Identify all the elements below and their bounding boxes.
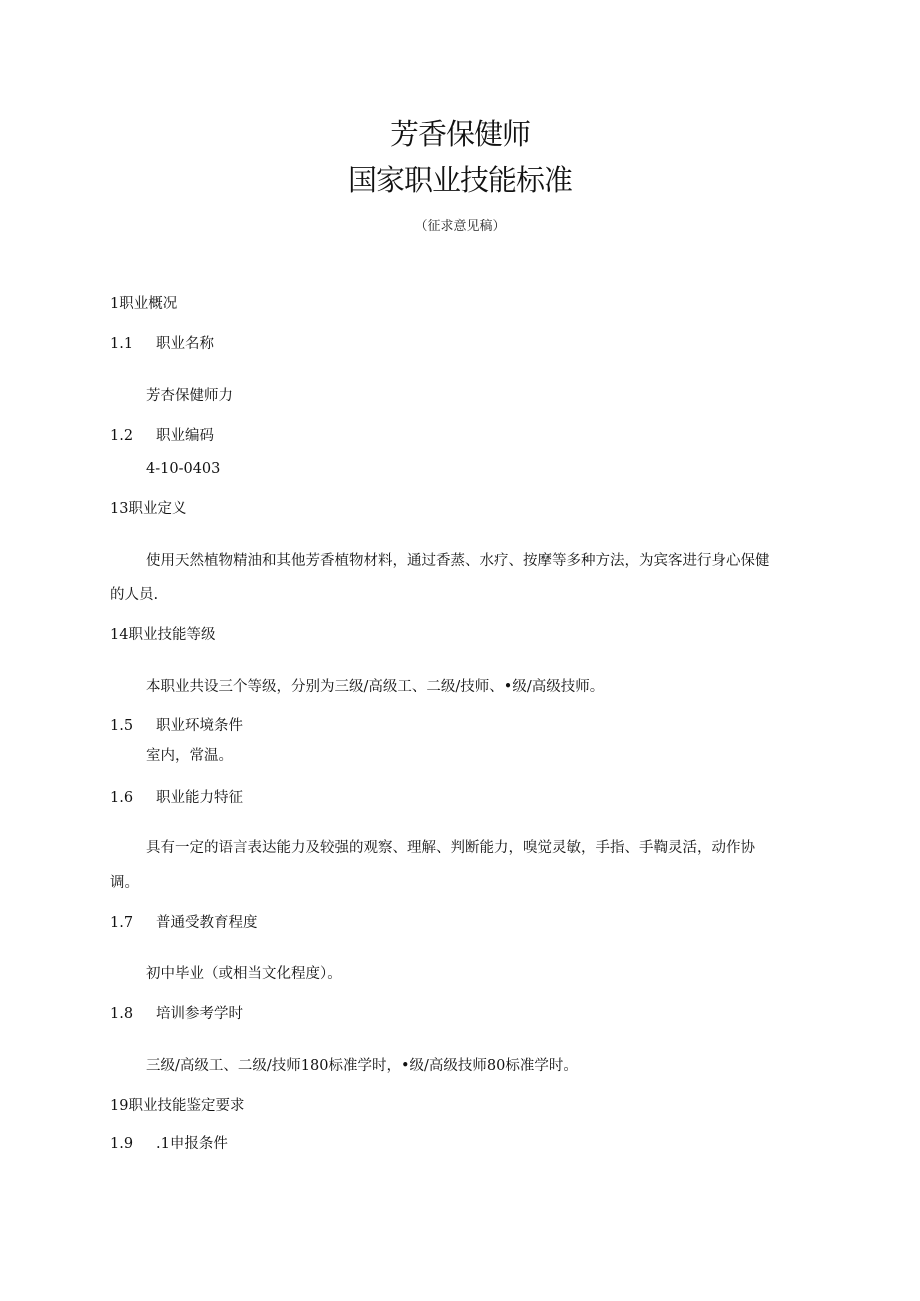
section-number: 1.7 bbox=[110, 915, 134, 931]
section-label: 职业编码 bbox=[156, 428, 214, 444]
section-body-1-3-line1: 使用天然植物精油和其他芳香植物材料，通过香蒸、水疗、按摩等多种方法，为宾客进行身心保健 bbox=[146, 553, 770, 569]
section-heading-1-2 bbox=[110, 424, 214, 445]
section-heading-1-9: 19职业技能鉴定要求 bbox=[110, 1098, 245, 1114]
section-label: 普通受教育程度 bbox=[156, 915, 258, 931]
document-subtitle: （征求意见稿） bbox=[414, 219, 506, 234]
section-body-1-6-line1: 具有一定的语言表达能力及较强的观察、理解、判断能力，嗅觉灵敏，手指、手鞫灵活，动作协 bbox=[146, 840, 755, 856]
section-body-1-3-line2: 的人员. bbox=[110, 587, 159, 603]
section-heading-1-3: 13职业定义 bbox=[110, 501, 187, 517]
section-label: 职业环境条件 bbox=[156, 718, 243, 734]
section-heading-1-7 bbox=[110, 911, 258, 932]
section-body-1-4: 本职业共设三个等级，分别为三级/高级工、二级/技师、•级/高级技师。 bbox=[146, 679, 605, 695]
section-body-1-6-line2: 调。 bbox=[110, 875, 139, 891]
document-title-line1: 芳香保健师 bbox=[389, 117, 530, 151]
section-label: 培训参考学时 bbox=[156, 1006, 243, 1022]
section-number: 1.8 bbox=[110, 1006, 134, 1022]
section-number: 1.6 bbox=[110, 790, 134, 806]
section-body-1-5: 室内，常温。 bbox=[146, 748, 233, 764]
section-number: 1.5 bbox=[110, 718, 134, 734]
section-body-1-8: 三级/高级工、二级/技师180标准学时，•级/高级技师80标准学时。 bbox=[146, 1058, 578, 1074]
section-heading-1-5 bbox=[110, 714, 243, 735]
section-label: 职业能力特征 bbox=[156, 790, 243, 806]
section-number: 1.2 bbox=[110, 428, 134, 444]
section-heading-1-8 bbox=[110, 1002, 243, 1023]
section-heading-1-6 bbox=[110, 786, 243, 807]
section-number: 1.9 bbox=[110, 1136, 134, 1152]
section-label: 职业名称 bbox=[156, 336, 214, 352]
section-heading-1: 1职业概况 bbox=[110, 296, 178, 312]
section-heading-1-1 bbox=[110, 332, 214, 353]
section-heading-1-9-1 bbox=[110, 1132, 228, 1153]
section-label: .1申报条件 bbox=[156, 1136, 228, 1152]
section-heading-1-4: 14职业技能等级 bbox=[110, 627, 216, 643]
section-body-1-7: 初中毕业（或相当文化程度）。 bbox=[146, 966, 342, 982]
section-body-1-1: 芳杏保健师力 bbox=[146, 388, 233, 404]
section-body-1-2: 4-10-0403 bbox=[146, 461, 221, 477]
document-title-line2: 国家职业技能标准 bbox=[347, 163, 572, 197]
section-number: 1.1 bbox=[110, 336, 134, 352]
